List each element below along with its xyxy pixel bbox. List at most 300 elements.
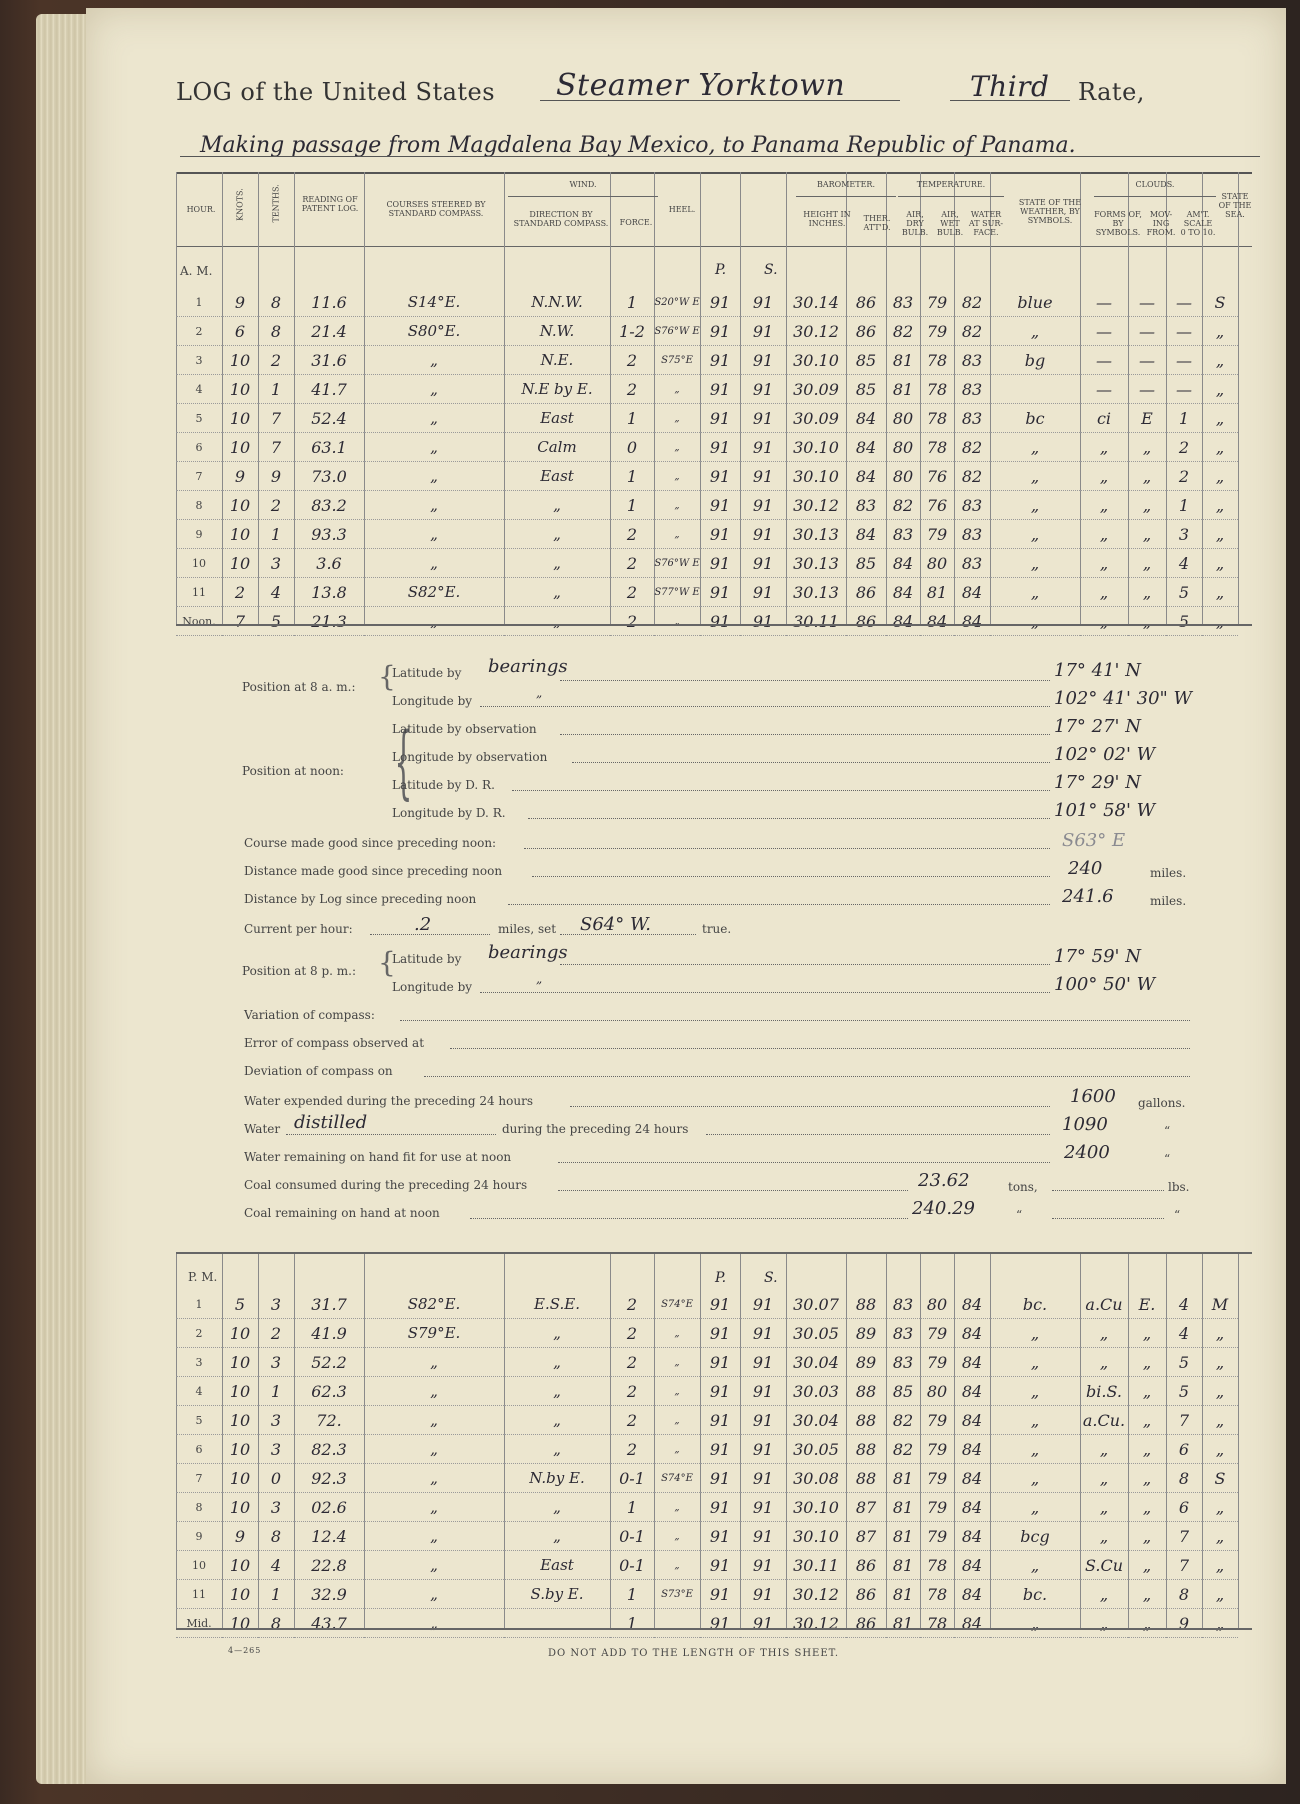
pm-cell-cloud-moving: „ — [1128, 1406, 1166, 1435]
pm-cell-ther-attd: 87 — [846, 1522, 886, 1551]
am-cell-cloud-amount: — — [1166, 317, 1202, 346]
am-cell-ther-attd: 86 — [846, 317, 886, 346]
pm-cell-hour: 5 — [176, 1406, 222, 1435]
am-cell-wind-force: 2 — [610, 346, 654, 375]
pm-cell-cloud-forms: „ — [1080, 1348, 1128, 1377]
am-cell-cloud-moving: — — [1128, 317, 1166, 346]
pm-cell-barometer: 30.07 — [786, 1290, 846, 1319]
coal-remaining-ditto-tons: “ — [1016, 1208, 1023, 1222]
pm-cell-port: 91 — [700, 1551, 740, 1580]
water-distilled-ditto: “ — [1164, 1124, 1171, 1138]
am-cell-tenths: 9 — [258, 462, 294, 491]
col-weather: STATE OF THE WEATHER, BY SYMBOLS. — [1018, 198, 1082, 225]
brace-noon: { — [394, 715, 413, 808]
am-log-table — [176, 288, 1238, 636]
rate-rule — [950, 100, 1070, 101]
pm-cell-wind-force: 2 — [610, 1348, 654, 1377]
am-cell-tenths: 4 — [258, 578, 294, 607]
course-value: S63° E — [1062, 830, 1126, 851]
log-title-prefix: LOG of the United States — [176, 78, 496, 106]
am-cell-sea-state: „ — [1202, 433, 1238, 462]
course-label: Course made good since preceding noon: — [244, 836, 497, 850]
pm-cell-ther-attd: 88 — [846, 1406, 886, 1435]
pm-cell-weather: „ — [990, 1319, 1080, 1348]
pm-cell-course: „ — [364, 1609, 504, 1638]
am-cell-knots: 10 — [222, 491, 258, 520]
am-cell-port: 91 — [700, 491, 740, 520]
pm-cell-starboard: 91 — [740, 1348, 786, 1377]
am-cell-course: „ — [364, 607, 504, 636]
am-cell-course: „ — [364, 346, 504, 375]
pm-cell-starboard: 91 — [740, 1580, 786, 1609]
pm-cell-ther-attd: 88 — [846, 1290, 886, 1319]
am-cell-hour: Noon. — [176, 607, 222, 636]
pm-cell-wind-force: 2 — [610, 1290, 654, 1319]
am-cell-water-temp: 83 — [954, 375, 990, 404]
am-cell-wind-direction: „ — [504, 578, 610, 607]
pm-cell-course: „ — [364, 1551, 504, 1580]
am-cell-air-wet: 80 — [920, 549, 954, 578]
am-starboard-label: S. — [764, 262, 778, 278]
form-number: 4—265 — [228, 1646, 262, 1655]
pm-cell-hour: 10 — [176, 1551, 222, 1580]
lat-8am-method: bearings — [488, 656, 568, 677]
am-cell-weather: „ — [990, 433, 1080, 462]
pm-cell-ther-attd: 86 — [846, 1580, 886, 1609]
pm-cell-patent-log: 22.8 — [294, 1551, 364, 1580]
coal-consumed-label: Coal consumed during the preceding 24 hours — [244, 1178, 528, 1192]
am-cell-knots: 7 — [222, 607, 258, 636]
am-cell-port: 91 — [700, 607, 740, 636]
am-cell-cloud-moving: „ — [1128, 433, 1166, 462]
pm-cell-cloud-moving: „ — [1128, 1435, 1166, 1464]
pm-cell-cloud-amount: 7 — [1166, 1522, 1202, 1551]
dist-log-dots — [508, 904, 1050, 905]
pm-cell-cloud-amount: 6 — [1166, 1435, 1202, 1464]
am-cell-course: „ — [364, 375, 504, 404]
pm-cell-barometer: 30.11 — [786, 1551, 846, 1580]
pm-cell-air-dry: 83 — [886, 1319, 920, 1348]
pm-cell-barometer: 30.05 — [786, 1319, 846, 1348]
pm-cell-ther-attd: 86 — [846, 1551, 886, 1580]
am-cell-course: S14°E. — [364, 288, 504, 317]
am-cell-cloud-forms: — — [1080, 317, 1128, 346]
am-cell-weather: „ — [990, 578, 1080, 607]
pm-cell-cloud-amount: 5 — [1166, 1377, 1202, 1406]
dist-good-value: 240 — [1068, 858, 1103, 879]
tons-unit: tons, — [1008, 1180, 1038, 1194]
pm-cell-weather: „ — [990, 1609, 1080, 1638]
am-cell-knots: 10 — [222, 404, 258, 433]
pm-cell-knots: 10 — [222, 1348, 258, 1377]
am-row-7 — [176, 462, 1238, 491]
col-height: HEIGHT IN INCHES. — [803, 210, 851, 228]
pm-cell-sea-state: „ — [1202, 1406, 1238, 1435]
pm-cell-sea-state: S — [1202, 1464, 1238, 1493]
am-cell-weather: „ — [990, 317, 1080, 346]
am-cell-barometer: 30.10 — [786, 433, 846, 462]
pm-cell-wind-force: 1 — [610, 1580, 654, 1609]
am-cell-course: „ — [364, 462, 504, 491]
col-amt: AM'T. SCALE 0 TO 10. — [1180, 210, 1216, 237]
am-cell-wind-direction: N.E by E. — [504, 375, 610, 404]
pm-cell-course: S79°E. — [364, 1319, 504, 1348]
passage-line: Making passage from Magdalena Bay Mexico, to Panama Republic of Panama. — [200, 133, 1076, 158]
lat-8am-label: Latitude by — [392, 666, 462, 680]
pm-cell-ther-attd: 88 — [846, 1464, 886, 1493]
column-rule — [1238, 1252, 1239, 1630]
pm-cell-heel: „ — [654, 1435, 700, 1464]
pm-cell-knots: 10 — [222, 1377, 258, 1406]
am-cell-patent-log: 13.8 — [294, 578, 364, 607]
pm-cell-sea-state: „ — [1202, 1377, 1238, 1406]
coal-consumed-dots — [558, 1190, 908, 1191]
am-cell-cloud-moving: „ — [1128, 520, 1166, 549]
am-cell-air-wet: 84 — [920, 607, 954, 636]
pm-cell-air-wet: 80 — [920, 1290, 954, 1319]
water-expended-value: 1600 — [1070, 1086, 1116, 1107]
am-cell-course: „ — [364, 491, 504, 520]
pm-cell-water-temp: 84 — [954, 1319, 990, 1348]
pm-cell-patent-log: 52.2 — [294, 1348, 364, 1377]
am-cell-weather: bc — [990, 404, 1080, 433]
pm-top-rule — [176, 1252, 1252, 1254]
am-cell-port: 91 — [700, 375, 740, 404]
am-cell-port: 91 — [700, 549, 740, 578]
lat-dr-value: 17° 29' N — [1054, 772, 1141, 793]
pm-cell-water-temp: 84 — [954, 1348, 990, 1377]
pm-cell-starboard: 91 — [740, 1551, 786, 1580]
pm-cell-heel: „ — [654, 1522, 700, 1551]
pm-row-2 — [176, 1319, 1238, 1348]
pm-cell-wind-direction: S.by E. — [504, 1580, 610, 1609]
am-cell-air-wet: 78 — [920, 375, 954, 404]
am-cell-air-dry: 83 — [886, 520, 920, 549]
rate-value: Third — [970, 70, 1050, 103]
am-cell-course: S82°E. — [364, 578, 504, 607]
pm-row-6 — [176, 1435, 1238, 1464]
pm-cell-ther-attd: 88 — [846, 1435, 886, 1464]
pm-cell-cloud-moving: „ — [1128, 1580, 1166, 1609]
am-cell-starboard: 91 — [740, 578, 786, 607]
water-remaining-label: Water remaining on hand fit for use at noon — [244, 1150, 512, 1164]
am-cell-hour: 6 — [176, 433, 222, 462]
pm-cell-wind-direction: East — [504, 1551, 610, 1580]
pm-cell-barometer: 30.10 — [786, 1522, 846, 1551]
pos-8am-label: Position at 8 a. m.: — [242, 680, 356, 694]
am-cell-hour: 3 — [176, 346, 222, 375]
am-cell-patent-log: 11.6 — [294, 288, 364, 317]
pm-cell-hour: Mid. — [176, 1609, 222, 1638]
am-cell-ther-attd: 85 — [846, 346, 886, 375]
pm-cell-sea-state: „ — [1202, 1319, 1238, 1348]
am-cell-starboard: 91 — [740, 346, 786, 375]
am-cell-heel: S75°E — [654, 346, 700, 375]
pm-cell-knots: 10 — [222, 1580, 258, 1609]
pm-cell-air-dry: 83 — [886, 1290, 920, 1319]
am-cell-port: 91 — [700, 404, 740, 433]
water-distilled-prefix: Water — [244, 1122, 281, 1136]
pm-cell-barometer: 30.08 — [786, 1464, 846, 1493]
pm-cell-starboard: 91 — [740, 1493, 786, 1522]
pm-cell-knots: 9 — [222, 1522, 258, 1551]
am-row-1 — [176, 288, 1238, 317]
pm-cell-port: 91 — [700, 1290, 740, 1319]
coal-remaining-lbs-dots — [1052, 1218, 1164, 1219]
pm-cell-air-dry: 81 — [886, 1580, 920, 1609]
pm-cell-weather: „ — [990, 1406, 1080, 1435]
am-cell-tenths: 5 — [258, 607, 294, 636]
pm-cell-air-wet: 79 — [920, 1464, 954, 1493]
long-8pm-label: Longitude by — [392, 980, 473, 994]
am-cell-weather: „ — [990, 520, 1080, 549]
col-heel: HEEL. — [668, 205, 696, 214]
pm-cell-heel: „ — [654, 1406, 700, 1435]
pm-cell-cloud-moving: „ — [1128, 1551, 1166, 1580]
pm-label: P. M. — [188, 1270, 218, 1284]
am-cell-cloud-forms: — — [1080, 288, 1128, 317]
am-label: A. M. — [180, 264, 213, 278]
am-cell-ther-attd: 84 — [846, 520, 886, 549]
pm-row-3 — [176, 1348, 1238, 1377]
pm-cell-heel — [654, 1609, 700, 1638]
am-cell-ther-attd: 83 — [846, 491, 886, 520]
pm-row-12 — [176, 1609, 1238, 1638]
pm-cell-air-dry: 81 — [886, 1522, 920, 1551]
am-cell-starboard: 91 — [740, 549, 786, 578]
water-expended-label: Water expended during the preceding 24 hours — [244, 1094, 534, 1108]
am-cell-patent-log: 31.6 — [294, 346, 364, 375]
am-cell-barometer: 30.10 — [786, 346, 846, 375]
pm-cell-air-wet: 78 — [920, 1580, 954, 1609]
am-cell-weather — [990, 375, 1080, 404]
pm-cell-cloud-forms: „ — [1080, 1493, 1128, 1522]
am-cell-cloud-amount: 5 — [1166, 578, 1202, 607]
group-header-rule — [1094, 196, 1216, 197]
am-cell-cloud-amount: 5 — [1166, 607, 1202, 636]
am-cell-hour: 9 — [176, 520, 222, 549]
water-expended-dots — [570, 1106, 1050, 1107]
am-cell-knots: 2 — [222, 578, 258, 607]
pm-cell-water-temp: 84 — [954, 1522, 990, 1551]
pm-cell-cloud-forms: „ — [1080, 1609, 1128, 1638]
pm-cell-port: 91 — [700, 1493, 740, 1522]
long-dr-value: 101° 58' W — [1054, 800, 1156, 821]
am-cell-tenths: 7 — [258, 433, 294, 462]
pm-cell-heel: S74°E — [654, 1464, 700, 1493]
am-cell-barometer: 30.13 — [786, 549, 846, 578]
am-row-9 — [176, 520, 1238, 549]
dist-log-unit: miles. — [1150, 894, 1187, 908]
am-cell-cloud-moving: „ — [1128, 491, 1166, 520]
pm-cell-knots: 10 — [222, 1609, 258, 1638]
pm-cell-air-dry: 81 — [886, 1493, 920, 1522]
pm-cell-wind-force: 1 — [610, 1493, 654, 1522]
pm-cell-air-dry: 85 — [886, 1377, 920, 1406]
pm-cell-cloud-moving: „ — [1128, 1609, 1166, 1638]
col-wind-direction: DIRECTION BY STANDARD COMPASS. — [513, 210, 609, 228]
pm-bottom-rule — [176, 1628, 1252, 1630]
am-cell-air-wet: 76 — [920, 462, 954, 491]
am-cell-patent-log: 63.1 — [294, 433, 364, 462]
pm-cell-tenths: 3 — [258, 1290, 294, 1319]
am-cell-barometer: 30.10 — [786, 462, 846, 491]
error-label: Error of compass observed at — [244, 1036, 425, 1050]
am-cell-water-temp: 82 — [954, 288, 990, 317]
pm-cell-port: 91 — [700, 1435, 740, 1464]
am-cell-wind-force: 1 — [610, 404, 654, 433]
pm-cell-course: „ — [364, 1406, 504, 1435]
pm-cell-cloud-forms: bi.S. — [1080, 1377, 1128, 1406]
am-cell-knots: 9 — [222, 462, 258, 491]
water-remaining-ditto: “ — [1164, 1152, 1171, 1166]
am-cell-air-dry: 84 — [886, 607, 920, 636]
pm-cell-cloud-forms: a.Cu — [1080, 1290, 1128, 1319]
am-cell-ther-attd: 84 — [846, 433, 886, 462]
am-cell-heel: „ — [654, 375, 700, 404]
long-dr-label: Longitude by D. R. — [392, 806, 506, 820]
true-label: true. — [702, 922, 732, 936]
pm-cell-tenths: 3 — [258, 1493, 294, 1522]
long-8pm-method: „ — [536, 972, 543, 986]
am-cell-sea-state: „ — [1202, 520, 1238, 549]
pm-cell-starboard: 91 — [740, 1290, 786, 1319]
pm-cell-air-wet: 79 — [920, 1406, 954, 1435]
water-distilled-word-dots — [286, 1134, 496, 1135]
water-distilled-label: during the preceding 24 hours — [502, 1122, 689, 1136]
pm-cell-air-wet: 78 — [920, 1551, 954, 1580]
am-cell-air-wet: 79 — [920, 288, 954, 317]
pm-cell-cloud-moving: „ — [1128, 1522, 1166, 1551]
am-cell-hour: 1 — [176, 288, 222, 317]
am-cell-knots: 10 — [222, 549, 258, 578]
lat-8pm-value: 17° 59' N — [1054, 946, 1141, 967]
pm-cell-hour: 7 — [176, 1464, 222, 1493]
pm-cell-tenths: 0 — [258, 1464, 294, 1493]
am-cell-water-temp: 82 — [954, 317, 990, 346]
am-row-6 — [176, 433, 1238, 462]
pm-cell-water-temp: 84 — [954, 1406, 990, 1435]
pm-cell-weather: „ — [990, 1464, 1080, 1493]
pm-cell-air-dry: 82 — [886, 1435, 920, 1464]
am-cell-barometer: 30.14 — [786, 288, 846, 317]
am-cell-cloud-moving: — — [1128, 288, 1166, 317]
long-8am-method: „ — [536, 686, 543, 700]
pm-cell-starboard: 91 — [740, 1435, 786, 1464]
am-cell-wind-force: 2 — [610, 520, 654, 549]
pm-cell-air-dry: 81 — [886, 1609, 920, 1638]
pm-cell-cloud-forms: „ — [1080, 1464, 1128, 1493]
pm-cell-course: „ — [364, 1377, 504, 1406]
pm-cell-barometer: 30.12 — [786, 1609, 846, 1638]
lbs-unit: lbs. — [1168, 1180, 1190, 1194]
pm-cell-wind-direction: E.S.E. — [504, 1290, 610, 1319]
am-cell-tenths: 8 — [258, 317, 294, 346]
am-cell-cloud-forms: — — [1080, 346, 1128, 375]
am-cell-cloud-forms: „ — [1080, 433, 1128, 462]
pm-cell-tenths: 4 — [258, 1551, 294, 1580]
pm-cell-air-dry: 83 — [886, 1348, 920, 1377]
water-remaining-value: 2400 — [1064, 1142, 1110, 1163]
am-cell-ther-attd: 86 — [846, 578, 886, 607]
pm-cell-cloud-moving: „ — [1128, 1377, 1166, 1406]
pm-cell-hour: 8 — [176, 1493, 222, 1522]
pm-cell-wind-direction: „ — [504, 1522, 610, 1551]
am-cell-sea-state: „ — [1202, 462, 1238, 491]
group-header-rule — [508, 196, 658, 197]
am-cell-cloud-forms: — — [1080, 375, 1128, 404]
variation-label: Variation of compass: — [244, 1008, 375, 1022]
pm-cell-barometer: 30.04 — [786, 1406, 846, 1435]
am-cell-wind-direction: „ — [504, 607, 610, 636]
pm-cell-patent-log: 02.6 — [294, 1493, 364, 1522]
am-cell-course: „ — [364, 549, 504, 578]
pm-cell-port: 91 — [700, 1406, 740, 1435]
length-notice: DO NOT ADD TO THE LENGTH OF THIS SHEET. — [548, 1648, 840, 1659]
pm-row-1 — [176, 1290, 1238, 1319]
am-cell-tenths: 7 — [258, 404, 294, 433]
am-cell-sea-state: „ — [1202, 317, 1238, 346]
pm-cell-weather: „ — [990, 1377, 1080, 1406]
am-cell-patent-log: 3.6 — [294, 549, 364, 578]
am-cell-air-wet: 78 — [920, 404, 954, 433]
pm-cell-wind-direction: N.by E. — [504, 1464, 610, 1493]
pm-cell-hour: 1 — [176, 1290, 222, 1319]
coal-consumed-value: 23.62 — [918, 1170, 970, 1191]
pm-cell-port: 91 — [700, 1580, 740, 1609]
pm-cell-heel: S74°E — [654, 1290, 700, 1319]
pm-cell-cloud-moving: E. — [1128, 1290, 1166, 1319]
pm-cell-sea-state: M — [1202, 1290, 1238, 1319]
pm-cell-starboard: 91 — [740, 1319, 786, 1348]
pm-cell-patent-log: 12.4 — [294, 1522, 364, 1551]
am-cell-heel: „ — [654, 462, 700, 491]
am-cell-tenths: 3 — [258, 549, 294, 578]
am-cell-air-dry: 81 — [886, 375, 920, 404]
pm-cell-cloud-amount: 7 — [1166, 1551, 1202, 1580]
am-row-4 — [176, 375, 1238, 404]
am-cell-starboard: 91 — [740, 317, 786, 346]
current-label: Current per hour: — [244, 922, 353, 936]
pm-cell-hour: 11 — [176, 1580, 222, 1609]
pm-cell-port: 91 — [700, 1609, 740, 1638]
am-cell-cloud-forms: „ — [1080, 607, 1128, 636]
pm-cell-ther-attd: 89 — [846, 1348, 886, 1377]
col-ther: THER. ATT'D. — [863, 214, 891, 232]
pm-cell-tenths: 8 — [258, 1522, 294, 1551]
pm-cell-barometer: 30.04 — [786, 1348, 846, 1377]
pm-cell-water-temp: 84 — [954, 1609, 990, 1638]
am-cell-tenths: 1 — [258, 520, 294, 549]
col-hour: HOUR. — [186, 205, 216, 214]
pm-cell-weather: „ — [990, 1551, 1080, 1580]
pm-cell-knots: 5 — [222, 1290, 258, 1319]
am-cell-starboard: 91 — [740, 520, 786, 549]
pm-cell-knots: 10 — [222, 1435, 258, 1464]
am-cell-wind-direction: „ — [504, 491, 610, 520]
pm-cell-course: „ — [364, 1348, 504, 1377]
lat-dr-dots — [512, 790, 1050, 791]
am-cell-port: 91 — [700, 317, 740, 346]
pm-cell-cloud-moving: „ — [1128, 1319, 1166, 1348]
coal-remaining-label: Coal remaining on hand at noon — [244, 1206, 440, 1220]
pm-cell-air-wet: 79 — [920, 1348, 954, 1377]
pm-cell-cloud-moving: „ — [1128, 1348, 1166, 1377]
pm-cell-cloud-amount: 4 — [1166, 1319, 1202, 1348]
am-cell-sea-state: „ — [1202, 578, 1238, 607]
long-obs-value: 102° 02' W — [1054, 744, 1156, 765]
pm-cell-water-temp: 84 — [954, 1551, 990, 1580]
